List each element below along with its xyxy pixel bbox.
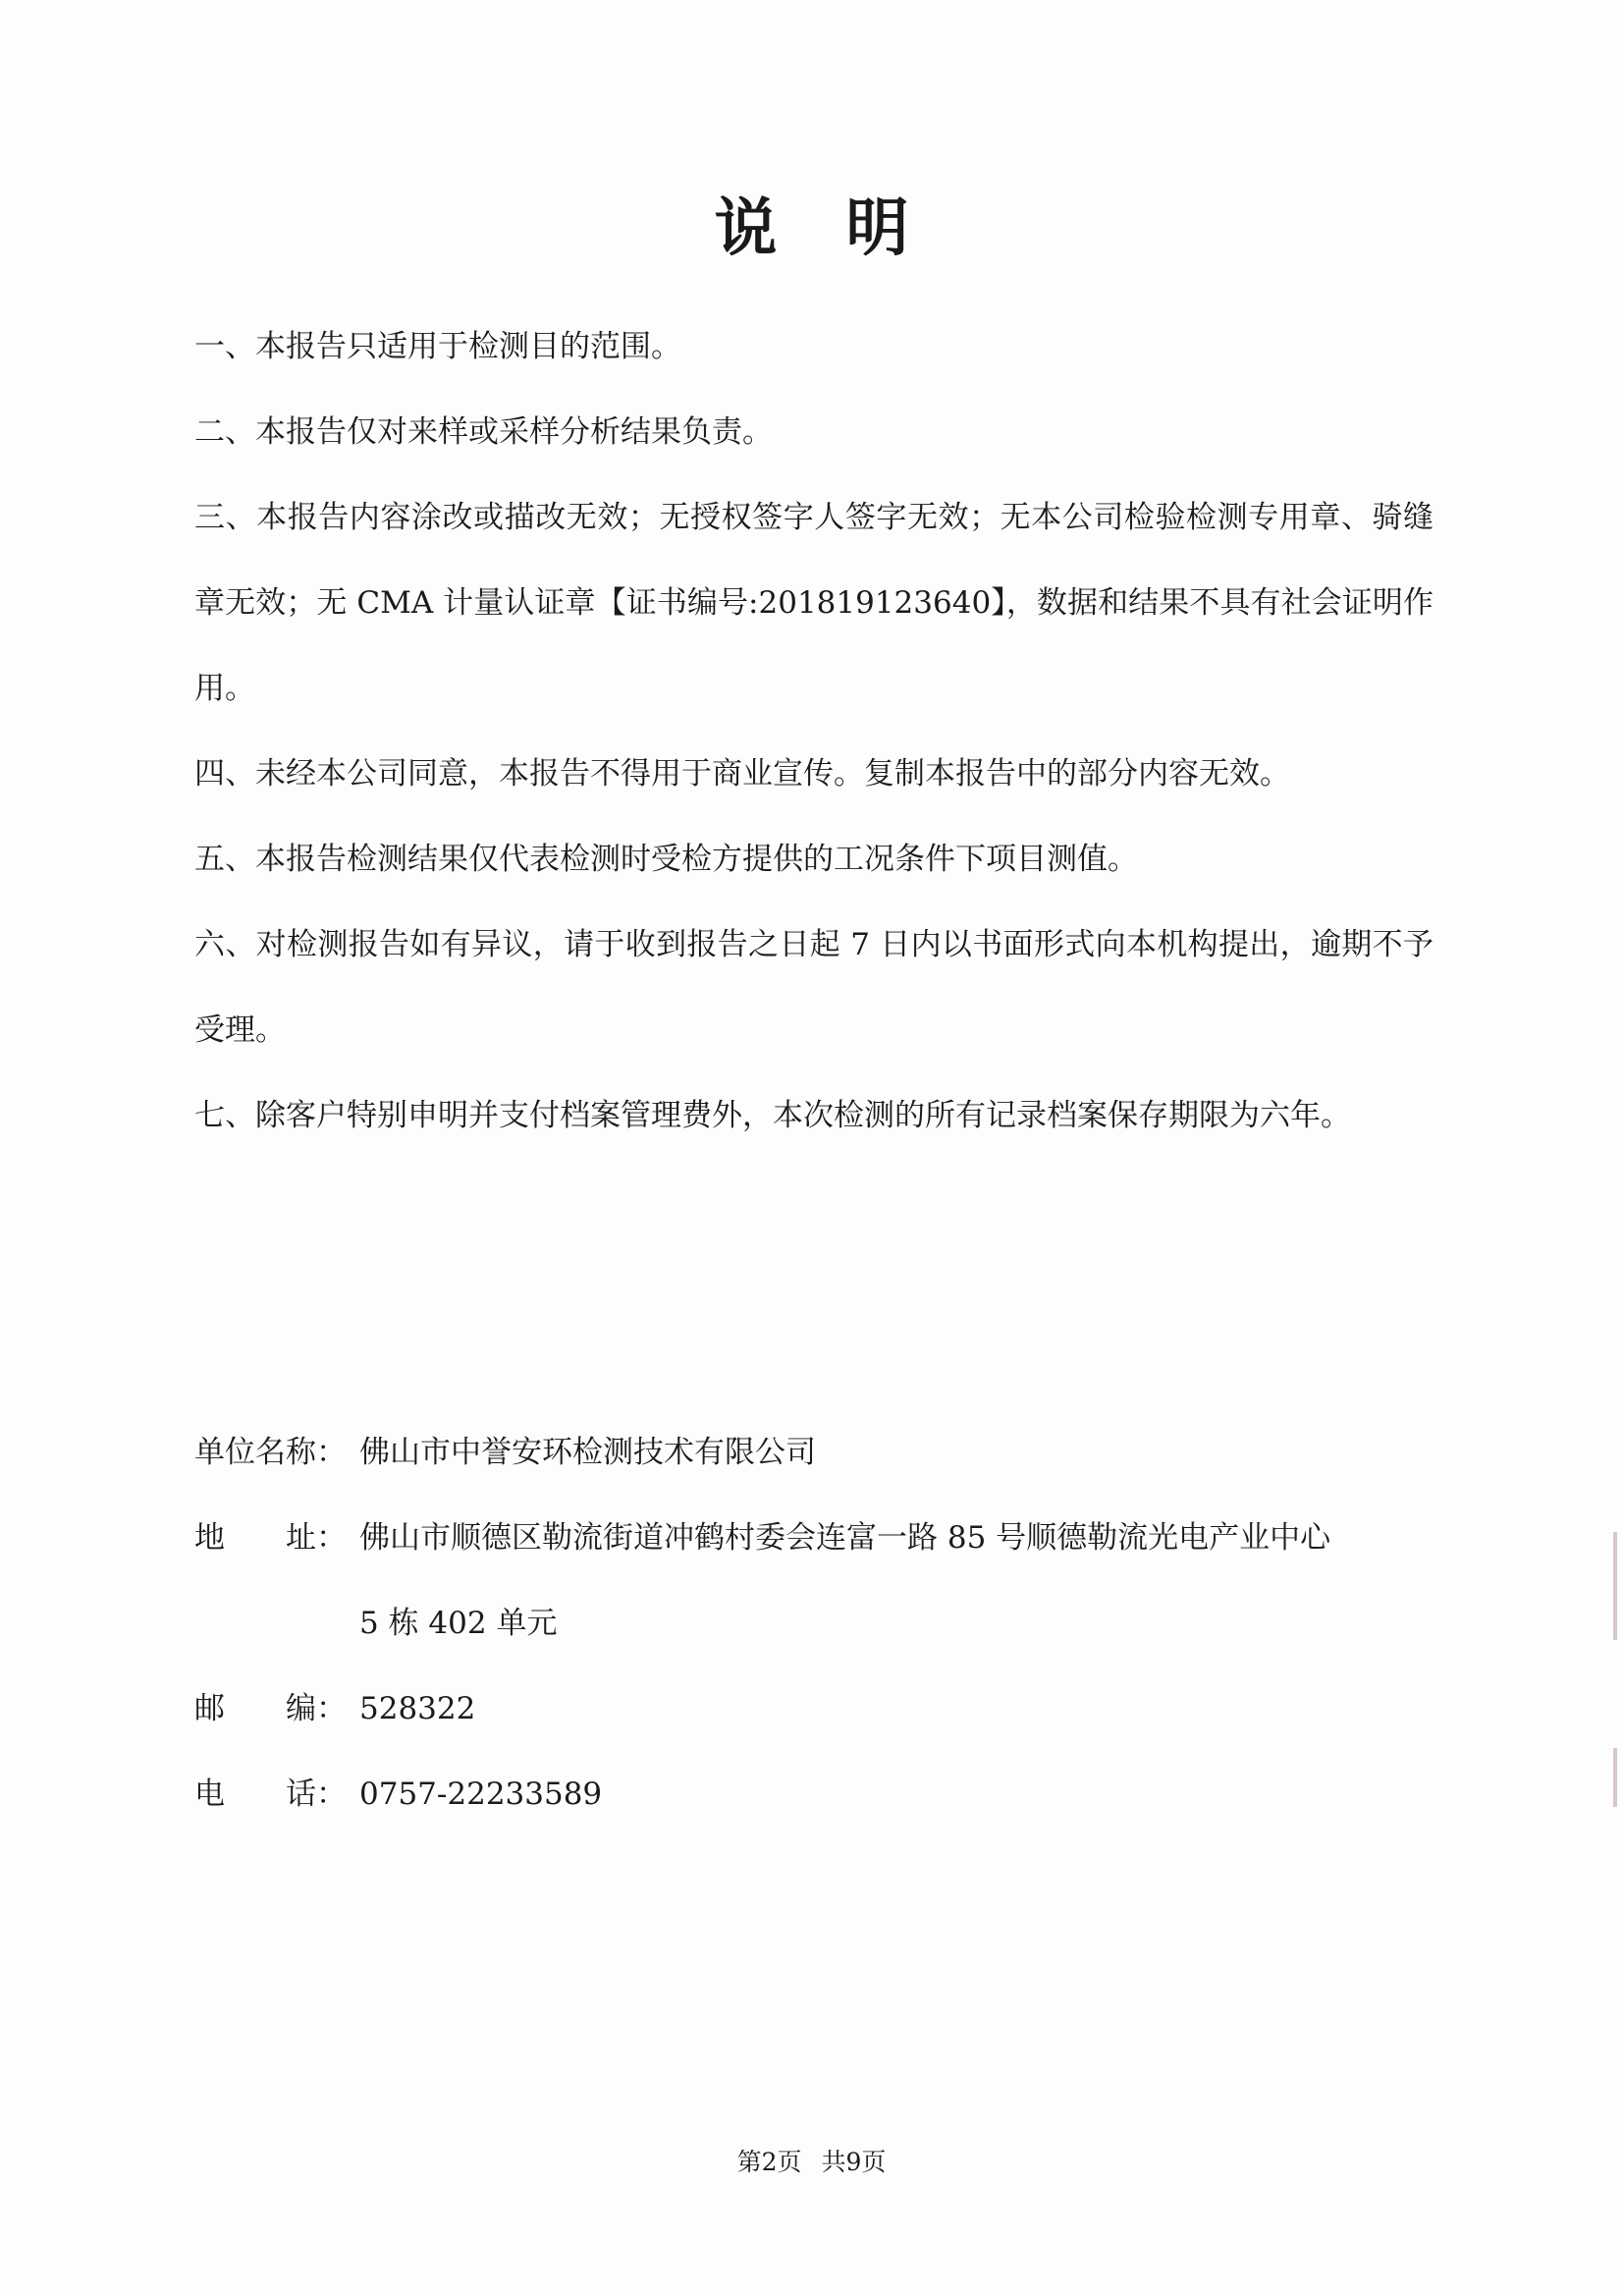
- postcode-row: [194, 1667, 1434, 1752]
- address-value-line1: 佛山市顺德区勒流街道冲鹤村委会连富一路 85 号顺德勒流光电产业中心: [359, 1520, 1331, 1556]
- postcode-value: 528322: [359, 1691, 476, 1726]
- phone-label: 电 话：: [194, 1777, 347, 1812]
- note-item-3: 三、本报告内容涂改或描改无效；无授权签字人签字无效；无本公司检验检测专用章、骑缝章无效；无 CMA 计量认证章【证书编号:201819123640】，数据和结果不具有社会证明作用。: [194, 500, 1434, 706]
- page-number: 第2页: [736, 2148, 802, 2176]
- note-item-4: 四、未经本公司同意，本报告不得用于商业宣传。复制本报告中的部分内容无效。: [194, 756, 1290, 792]
- phone-row: [194, 1752, 1434, 1837]
- notes-list: [194, 304, 1434, 1159]
- company-name-row: [194, 1410, 1434, 1496]
- postcode-label: 邮 编：: [194, 1691, 347, 1726]
- address-row-continued: [194, 1581, 1434, 1667]
- binding-edge-mark: [1613, 1532, 1617, 1640]
- note-item-5: 五、本报告检测结果仅代表检测时受检方提供的工况条件下项目测值。: [194, 842, 1138, 877]
- page-total: 共9页: [821, 2148, 887, 2176]
- address-value-line2: 5 栋 402 单元: [359, 1606, 558, 1641]
- note-item-6: 六、对检测报告如有异议，请于收到报告之日起 7 日内以书面形式向本机构提出，逾期不予受理。: [194, 927, 1434, 1048]
- company-name-label: 单位名称：: [194, 1435, 347, 1470]
- page-footer: [0, 2146, 1623, 2179]
- address-row: [194, 1496, 1434, 1581]
- phone-value: 0757-22233589: [359, 1777, 603, 1812]
- company-info: [194, 1410, 1434, 1837]
- note-item-1: 一、本报告只适用于检测目的范围。: [194, 329, 681, 364]
- page-title: 说明: [714, 192, 978, 265]
- note-item-7: 七、除客户特别申明并支付档案管理费外，本次检测的所有记录档案保存期限为六年。: [194, 1098, 1351, 1133]
- address-label: 地 址：: [194, 1520, 347, 1556]
- binding-edge-mark: [1613, 1748, 1617, 1807]
- note-item-2: 二、本报告仅对来样或采样分析结果负责。: [194, 414, 773, 450]
- company-name-value: 佛山市中誉安环检测技术有限公司: [359, 1435, 816, 1470]
